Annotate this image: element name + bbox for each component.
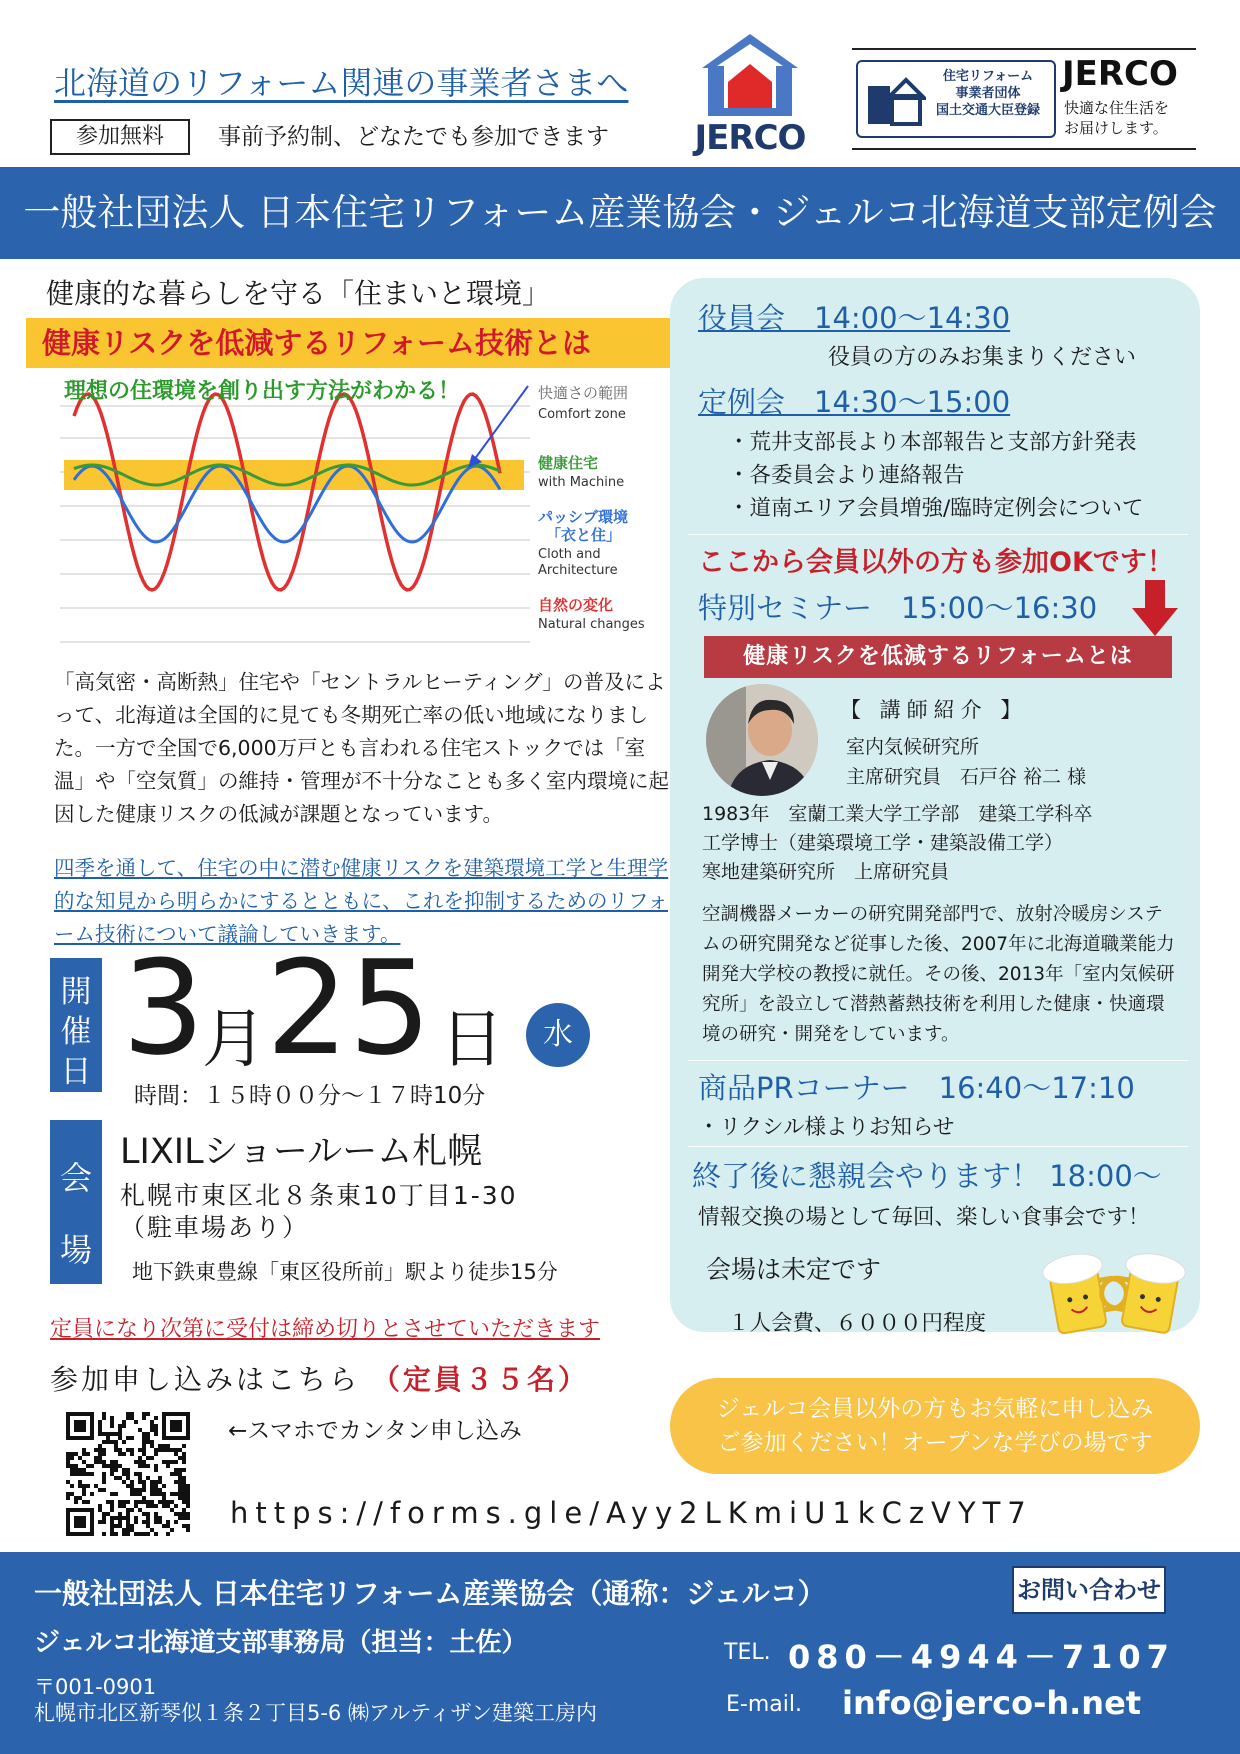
passive-label-jp: パッシブ環境 (538, 508, 629, 526)
form-url-link[interactable]: https://forms.gle/Ayy2LKmiU1kCzVYT7 (230, 1496, 1033, 1530)
registry-tagline: 快適な住生活を お届けします。 (1064, 99, 1170, 137)
environment-diagram (60, 372, 660, 672)
natural-wave (74, 394, 500, 590)
jerco-logo (680, 30, 820, 158)
registry-brand: JERCO (1062, 54, 1178, 94)
date-label (50, 958, 102, 1092)
officer-meeting-title: 役員会 14:00～14:30 (698, 301, 1011, 335)
lecturer-avatar (706, 684, 818, 796)
down-arrow-icon (1130, 580, 1180, 636)
logo-wordmark: JERCO (694, 118, 806, 158)
intro-heading: 北海道のリフォーム関連の事業者さまへ (54, 64, 629, 102)
footer (0, 1552, 1240, 1754)
officer-meeting-note: 役員の方のみお集まりください (828, 345, 1137, 370)
venue-name: LIXILショールーム札幌 (120, 1132, 483, 1172)
passive-label-en1: Cloth and (538, 547, 601, 562)
regular-meeting-title: 定例会 14:30～15:00 (698, 385, 1011, 419)
contact-label: お問い合わせ (1012, 1566, 1166, 1614)
qr-code[interactable] (66, 1412, 190, 1536)
party-note: 情報交換の場として毎回、楽しい食事会です！ (698, 1205, 1150, 1230)
venue-label (50, 1120, 102, 1284)
tel-label: TEL. (724, 1640, 771, 1665)
topic-heading: 健康リスクを低減するリフォーム技術とは (26, 318, 670, 368)
agenda-item: ・各委員会より連絡報告 (728, 463, 965, 488)
seminar-title: 特別セミナー 15:00～16:30 (698, 591, 1098, 625)
agenda-list (728, 426, 1143, 525)
apply-heading (50, 1358, 589, 1398)
date-day: 25 (266, 932, 432, 1084)
comfort-label-jp: 快適さの範囲 (538, 384, 629, 402)
phone-number[interactable]: 080－4944－7107 (788, 1638, 1175, 1676)
portrait-icon (706, 684, 818, 796)
lecturer-bio: 空調機器メーカーの研究開発部門で、放射冷暖房システムの研究開発など従事した後、2007年に北海道職業能力開発大学校の教授に就任。その後、2013年「室内気候研究所」を設立して潜熱蓄熱技術を利用した健康・快適環境の研究・開発をしています。 (702, 904, 1175, 1045)
natural-label-en: Natural changes (538, 617, 645, 632)
apply-text: 参加申し込みはこちら (50, 1363, 361, 1396)
weekday-badge: 水 (526, 1003, 590, 1067)
pr-corner-item: ・リクシル様よりお知らせ (698, 1115, 955, 1140)
pr-corner-title: 商品PRコーナー 16:40～17:10 (698, 1071, 1135, 1105)
passive-label-en2: Architecture (538, 563, 618, 578)
venue-access: 地下鉄東豊線「東区役所前」駅より徒歩15分 (132, 1260, 558, 1284)
time-text: 時間：１５時００分～１７時10分 (134, 1083, 486, 1109)
lecturer-career: 1983年 室蘭工業大学工学部 建築工学科卒 工学博士（建築環境工学・建築設備工学） 寒地建築研究所 上席研究員 (702, 803, 1093, 883)
party-title: 終了後に懇親会やります！ 18:00～ (692, 1159, 1162, 1193)
agenda-item: ・道南エリア会員増強/臨時定例会について (728, 496, 1144, 521)
party-fee: １人会費、６０００円程度 (728, 1311, 987, 1336)
capacity-text: （定員３５名） (371, 1363, 589, 1396)
registry-text: 住宅リフォーム 事業者団体 国土交通大臣登録 (936, 69, 1041, 118)
building-icon (866, 72, 926, 126)
date-month-unit: 月 (202, 1003, 266, 1077)
body-paragraph: 「高気密・高断熱」住宅や「セントラルヒーティング」の普及によって、北海道は全国的に見ても冬期死亡率の低い地域になりました。一方で全国で6,000万戸とも言われる住宅ストックでは「室温」や「空気質」の維持・管理が不十分なことも多く室内環境に起因した健康リスクの低減が課題となっています。 (54, 670, 669, 826)
divider (688, 534, 1188, 535)
title-banner: 一般社団法人 日本住宅リフォーム産業協会・ジェルコ北海道支部定例会 (0, 167, 1240, 259)
lecturer-info: 室内気候研究所 主席研究員 石戸谷 裕二 様 (846, 736, 1087, 788)
body-highlight: 四季を通して、住宅の中に潜む健康リスクを建築環境工学と生理学的な知見から明らかにするとともに、これを抑制するためのリフォーム技術について議論していきます。 (54, 856, 669, 946)
prereg-text: 事前予約制、どなたでも参加できます (218, 124, 609, 150)
date-label-text: 開催日 (60, 974, 92, 1090)
divider (688, 1060, 1188, 1061)
lecturer-heading: 【 講師紹介 】 (840, 698, 1028, 722)
email-label: E-mail. (726, 1692, 802, 1717)
beer-mugs-icon (1040, 1240, 1190, 1338)
email-link[interactable]: info@jerco-h.net (842, 1684, 1142, 1722)
free-badge: 参加無料 (50, 119, 190, 155)
agenda-item: ・荒井支部長より本部報告と支部方針発表 (728, 430, 1137, 455)
machine-label-en: with Machine (538, 475, 625, 490)
lead-heading: 健康的な暮らしを守る「住まいと環境」 (46, 277, 551, 310)
org-name: 一般社団法人 日本住宅リフォーム産業協会（通称：ジェルコ） (34, 1577, 826, 1610)
open-invitation-callout: ジェルコ会員以外の方もお気軽に申し込み ご参加ください！オープンな学びの場です (670, 1378, 1200, 1474)
postal-address: 〒001-0901 札幌市北区新琴似１条２丁目5-6 ㈱アルティザン建築工房内 (34, 1675, 598, 1725)
natural-label-jp: 自然の変化 (538, 596, 614, 614)
registry-block (852, 48, 1196, 150)
venue-address: 札幌市東区北８条東10丁目1-30 （駐車場あり） (120, 1181, 518, 1242)
date-month: 3 (122, 932, 205, 1084)
qr-note: ←スマホでカンタン申し込み (228, 1418, 522, 1444)
seminar-banner: 健康リスクを低減するリフォームとは (704, 636, 1172, 678)
machine-label-jp: 健康住宅 (538, 454, 599, 472)
venue-label-text: 会場 (59, 1159, 92, 1269)
office-name: ジェルコ北海道支部事務局（担当：土佐） (34, 1628, 528, 1658)
date-day-unit: 日 (440, 1003, 504, 1077)
ideal-subheading: 理想の住環境を創り出す方法がわかる！ (64, 379, 461, 404)
registry-badge (856, 60, 1056, 138)
comfort-label-en: Comfort zone (538, 407, 626, 422)
house-logo-icon (680, 30, 820, 120)
open-to-all-note: ここから会員以外の方も参加OKです！ (698, 547, 1174, 578)
passive-label-jp2: 「衣と住」 (546, 526, 622, 544)
divider (688, 1146, 1188, 1147)
cutoff-note: 定員になり次第に受付は締め切りとさせていただきます (50, 1317, 601, 1342)
pointer-arrow (474, 386, 528, 460)
party-venue: 会場は未定です (706, 1255, 882, 1284)
